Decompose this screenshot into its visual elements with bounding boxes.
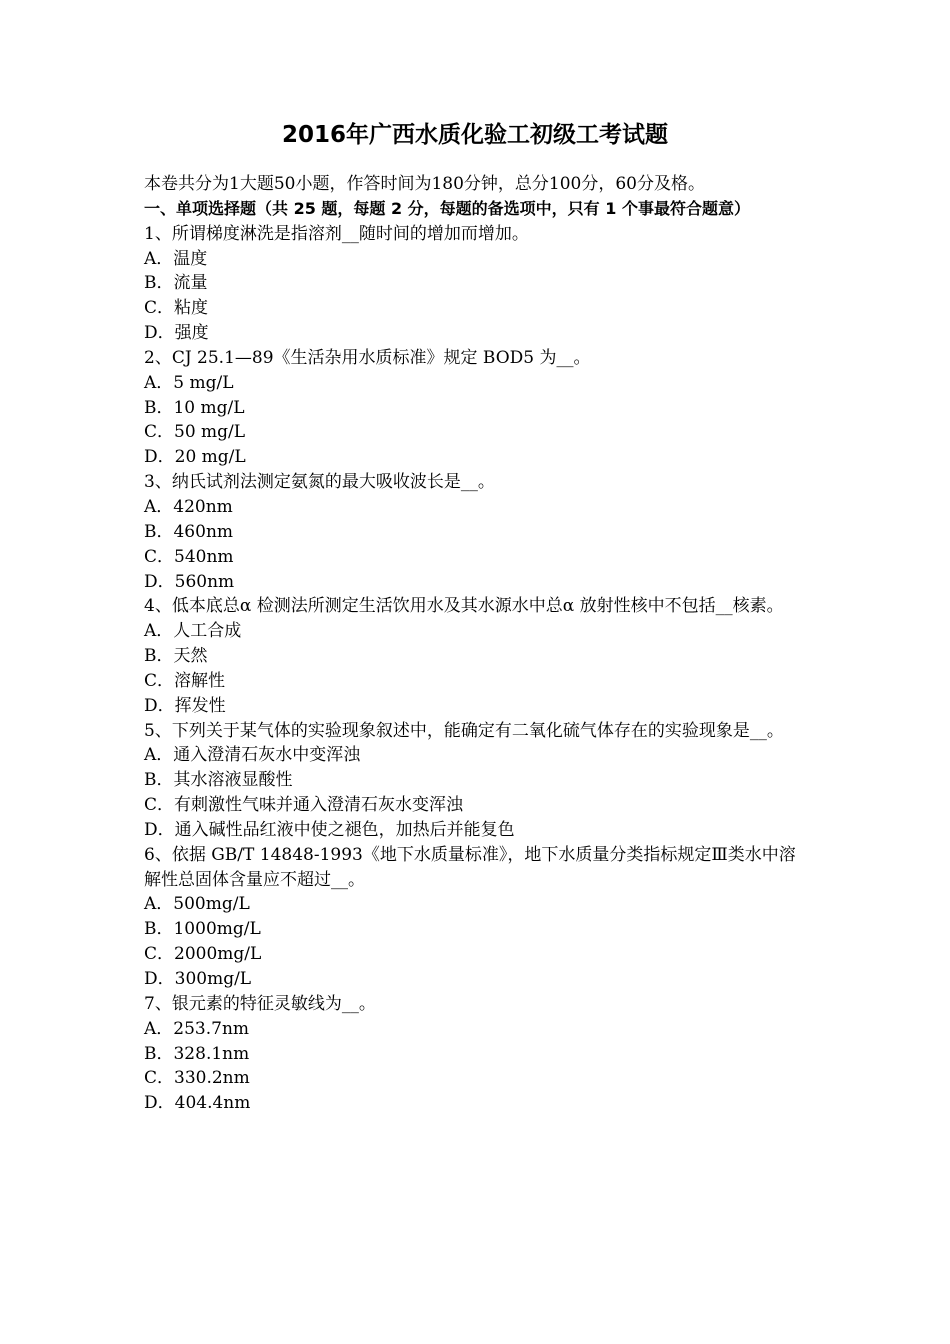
option-b: B．460nm [144,521,234,542]
option-list [144,371,810,470]
option-c: C．有刺激性气味并通入澄清石灰水变浑浊 [144,795,464,816]
option-b: B．天然 [144,646,208,667]
exam-intro: 本卷共分为1大题50小题，作答时间为180分钟，总分100分，60分及格。 [144,174,705,194]
question-stem: 3、纳氏试剂法测定氨氮的最大吸收波长是__。 [144,472,495,493]
option-a: A．5 mg/L [144,372,234,393]
option-b: B．其水溶液显酸性 [144,770,293,791]
document-title: 2016年广西水质化验工初级工考试题 [281,122,668,148]
section-heading: 一、单项选择题（共 25 题，每题 2 分，每题的备选项中，只有 1 个事最符合题意） [144,198,750,218]
question-stem: 2、CJ 25.1—89《生活杂用水质标准》规定 BOD5 为__。 [144,347,591,368]
document-body [144,172,810,1116]
option-list [144,495,810,594]
question-item [144,470,810,594]
question-stem: 6、依据 GB/T 14848-1993《地下水质量标准》，地下水质量分类指标规定Ⅲ类水中溶解性总固体含量应不超过__。 [144,844,796,890]
option-list [144,619,810,718]
option-c: C．2000mg/L [144,944,262,965]
option-b: B．328.1nm [144,1043,250,1064]
option-b: B．流量 [144,273,208,294]
option-c: C．50 mg/L [144,422,246,443]
option-a: A．253.7nm [144,1018,250,1039]
option-d: D．强度 [144,323,209,344]
option-list [144,892,810,991]
question-stem: 7、银元素的特征灵敏线为__。 [144,993,376,1014]
option-a: A．人工合成 [144,621,242,642]
option-c: C．粘度 [144,298,209,319]
question-stem: 4、低本底总α 检测法所测定生活饮用水及其水源水中总α 放射性核中不包括__核素。 [144,596,784,617]
question-stem: 5、下列关于某气体的实验现象叙述中，能确定有二氧化硫气体存在的实验现象是__。 [144,720,784,741]
option-a: A．500mg/L [144,894,250,915]
question-item [144,992,810,1116]
option-d: D．20 mg/L [144,447,246,468]
option-a: A．通入澄清石灰水中变浑浊 [144,745,361,766]
question-item [144,719,810,843]
option-c: C．540nm [144,546,234,567]
question-item [144,594,810,718]
option-d: D．挥发性 [144,695,226,716]
option-b: B．10 mg/L [144,397,245,418]
question-item [144,843,810,992]
question-item [144,346,810,470]
option-d: D．404.4nm [144,1093,251,1114]
option-c: C．330.2nm [144,1068,250,1089]
question-list [144,222,810,1116]
option-a: A．420nm [144,496,233,517]
option-list [144,247,810,346]
option-c: C．溶解性 [144,670,226,691]
option-list [144,1017,810,1116]
option-d: D．300mg/L [144,969,252,989]
option-a: A．温度 [144,248,208,269]
option-d: D．560nm [144,571,235,592]
option-list [144,743,810,842]
option-d: D．通入碱性品红液中使之褪色，加热后并能复色 [144,819,515,840]
question-item [144,222,810,346]
option-b: B．1000mg/L [144,919,261,940]
question-stem: 1、所谓梯度淋洗是指溶剂__随时间的增加而增加。 [144,223,529,244]
